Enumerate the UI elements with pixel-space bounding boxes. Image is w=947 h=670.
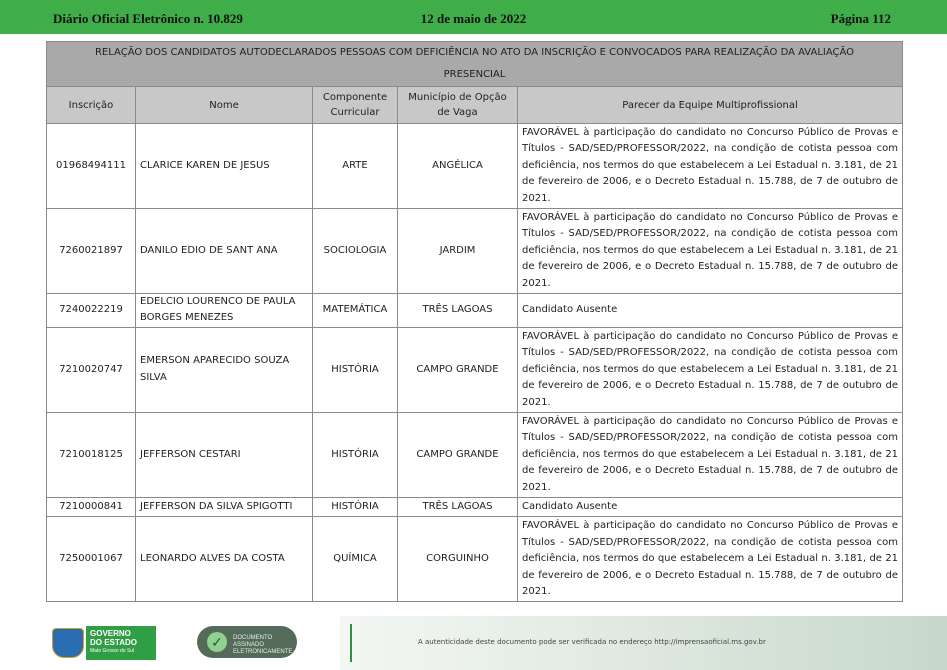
cell-municipio: JARDIM <box>398 209 518 294</box>
badge-line3: ELETRONICAMENTE <box>233 649 293 655</box>
cell-componente: HISTÓRIA <box>313 327 398 412</box>
table-row <box>47 517 903 602</box>
cell-municipio: TRÊS LAGOAS <box>398 294 518 328</box>
badge-line2: ASSINADO <box>233 642 265 648</box>
cell-inscricao: 7250001067 <box>47 517 136 602</box>
cell-nome: EDELCIO LOURENCO DE PAULA BORGES MENEZES <box>136 294 313 328</box>
cell-inscricao: 01968494111 <box>47 124 136 209</box>
cell-componente: SOCIOLOGIA <box>313 209 398 294</box>
page-footer <box>0 616 947 670</box>
cell-inscricao: 7210020747 <box>47 327 136 412</box>
cell-parecer: Candidato Ausente <box>518 294 903 328</box>
cell-parecer: FAVORÁVEL à participação do candidato no Concurso Público de Provas e Títulos - SAD/SED/PROFESSOR/2022, na condição de cotista pessoa com deficiência, nos termos do que estabelecem a Lei Estadual n. 3.181, de 21 de fevereiro de 2006, e o Decreto Estadual n. 15.788, de 7 de outubro de 2021. <box>518 517 903 602</box>
table-row <box>47 209 903 294</box>
cell-parecer: FAVORÁVEL à participação do candidato no Concurso Público de Provas e Títulos - SAD/SED/PROFESSOR/2022, na condição de cotista pessoa com deficiência, nos termos do que estabelecem a Lei Estadual n. 3.181, de 21 de fevereiro de 2006, e o Decreto Estadual n. 15.788, de 7 de outubro de 2021. <box>518 209 903 294</box>
cell-nome: DANILO EDIO DE SANT ANA <box>136 209 313 294</box>
gov-line2: DO ESTADO <box>90 638 137 647</box>
cell-componente: QUÍMICA <box>313 517 398 602</box>
cell-inscricao: 7260021897 <box>47 209 136 294</box>
cell-parecer: FAVORÁVEL à participação do candidato no Concurso Público de Provas e Títulos - SAD/SED/PROFESSOR/2022, na condição de cotista pessoa com deficiência, nos termos do que estabelecem a Lei Estadual n. 3.181, de 21 de fevereiro de 2006, e o Decreto Estadual n. 15.788, de 7 de outubro de 2021. <box>518 327 903 412</box>
column-header-municipio: Município de Opção de Vaga <box>398 87 518 124</box>
cell-nome: LEONARDO ALVES DA COSTA <box>136 517 313 602</box>
footer-divider <box>350 624 352 662</box>
table-row <box>47 327 903 412</box>
column-header-parecer: Parecer da Equipe Multiprofissional <box>518 87 903 124</box>
table-title-row <box>47 42 903 87</box>
government-label-box <box>86 626 156 660</box>
journal-title: Diário Oficial Eletrônico n. 10.829 <box>53 11 243 26</box>
candidates-table-wrapper <box>46 41 902 602</box>
cell-municipio: TRÊS LAGOAS <box>398 497 518 516</box>
page-number: Página 112 <box>830 11 891 26</box>
table-row <box>47 412 903 497</box>
cell-nome: CLARICE KAREN DE JESUS <box>136 124 313 209</box>
cell-municipio: CORGUINHO <box>398 517 518 602</box>
badge-line1: DOCUMENTO <box>233 635 273 641</box>
table-row <box>47 124 903 209</box>
cell-parecer: Candidato Ausente <box>518 497 903 516</box>
gov-line3: Mato Grosso do Sul <box>90 648 135 654</box>
cell-componente: MATEMÁTICA <box>313 294 398 328</box>
table-row <box>47 497 903 516</box>
signed-document-badge <box>197 626 297 658</box>
authenticity-notice: A autenticidade deste documento pode ser verificada no endereço http://imprensaoficial.ms.gov.br <box>418 638 766 646</box>
cell-parecer: FAVORÁVEL à participação do candidato no Concurso Público de Provas e Títulos - SAD/SED/PROFESSOR/2022, na condição de cotista pessoa com deficiência, nos termos do que estabelecem a Lei Estadual n. 3.181, de 21 de fevereiro de 2006, e o Decreto Estadual n. 15.788, de 7 de outubro de 2021. <box>518 412 903 497</box>
state-crest-icon <box>52 628 84 658</box>
cell-inscricao: 7210018125 <box>47 412 136 497</box>
government-logo <box>52 626 156 660</box>
cell-componente: HISTÓRIA <box>313 497 398 516</box>
table-row <box>47 294 903 328</box>
cell-nome: JEFFERSON CESTARI <box>136 412 313 497</box>
cell-municipio: ANGÉLICA <box>398 124 518 209</box>
check-icon: ✓ <box>207 632 227 652</box>
column-header-row <box>47 87 903 124</box>
cell-inscricao: 7210000841 <box>47 497 136 516</box>
column-header-inscricao: Inscrição <box>47 87 136 124</box>
cell-municipio: CAMPO GRANDE <box>398 327 518 412</box>
cell-inscricao: 7240022219 <box>47 294 136 328</box>
cell-nome: JEFFERSON DA SILVA SPIGOTTI <box>136 497 313 516</box>
publication-date: 12 de maio de 2022 <box>420 11 527 26</box>
cell-nome: EMERSON APARECIDO SOUZA SILVA <box>136 327 313 412</box>
cell-parecer: FAVORÁVEL à participação do candidato no Concurso Público de Provas e Títulos - SAD/SED/PROFESSOR/2022, na condição de cotista pessoa com deficiência, nos termos do que estabelecem a Lei Estadual n. 3.181, de 21 de fevereiro de 2006, e o Decreto Estadual n. 15.788, de 7 de outubro de 2021. <box>518 124 903 209</box>
table-title: RELAÇÃO DOS CANDIDATOS AUTODECLARADOS PESSOAS COM DEFICIÊNCIA NO ATO DA INSCRIÇÃO E CONVOCADOS PARA REALIZAÇÃO DA AVALIAÇÃO PRESENCIAL <box>47 42 903 87</box>
cell-municipio: CAMPO GRANDE <box>398 412 518 497</box>
candidates-table <box>46 41 903 602</box>
cell-componente: HISTÓRIA <box>313 412 398 497</box>
gov-line1: GOVERNO <box>90 629 131 638</box>
cell-componente: ARTE <box>313 124 398 209</box>
column-header-nome: Nome <box>136 87 313 124</box>
column-header-componente: Componente Curricular <box>313 87 398 124</box>
